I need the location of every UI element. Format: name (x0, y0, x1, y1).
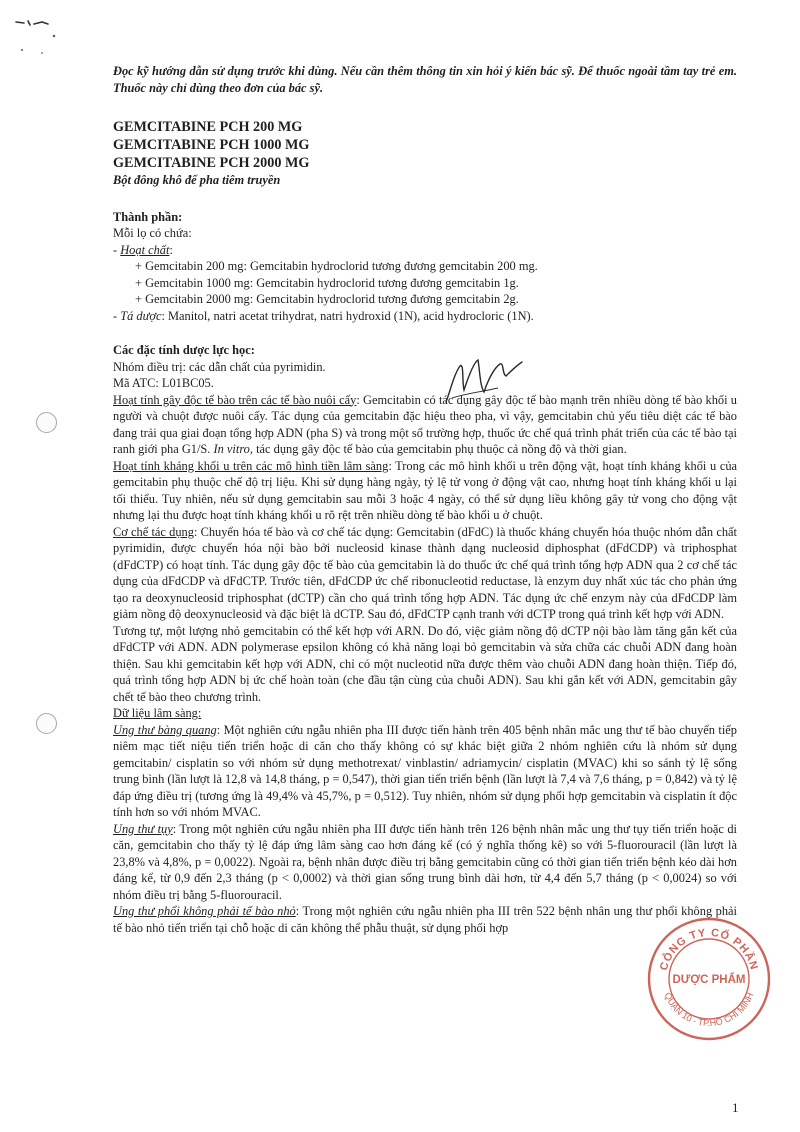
bladder-cancer-paragraph: Ung thư bàng quang: Một nghiên cứu ngẫu nhiên pha III được tiến hành trên 405 bệnh nhân mắc ung thư tế bào chuyển tiếp niêm mạc tiết niệu tiến triển hoặc di căn cho thấy không có sự khác biệt giữa 2 nhóm nghiên cứu là nhóm sử dụng gemcitabin/ cisplatin so với nhóm sử dụng methotrexat/ vinblastin/ adriamycin/ cisplatin (MVAC) khi so sánh tỷ lệ sống trung bình (lần lượt là 12,8 và 14,8 tháng, p = 0,547), thời gian tiến triển bệnh (lần lượt là 7,4 và 7,6 tháng, p = 0,842) và tỷ lệ đáp ứng điều trị (tương ứng là 49,4% và 45,7%, p = 0,512). Tuy nhiên, nhóm sử dụng phối hợp gemcitabin và cisplatin ít độc tính hơn so với nhóm MVAC. (113, 722, 737, 819)
mechanism-paragraph: Cơ chế tác dụng: Chuyển hóa tế bào và cơ chế tác dụng: Gemcitabin (dFdC) là thuốc kháng chuyển hóa thuộc nhóm dẫn chất pyrimidin, được chuyển hóa nội bào bởi nucleosid kinase thành dạng nucleosid diphosphat (dFdCDP) và triphosphat (dFdCTP) có hoạt tính. Tác dụng gây độc tế bào của gemcitabin là do thuốc ức chế quá trình tổng hợp ADN qua 2 cơ chế tác dụng của dFdCDP và dFdCTP. Trước tiên, dFdCDP ức chế ribonucleotid reductase, là enzym duy nhất xúc tác cho phản ứng tạo ra deoxynucleosid triphosphat (dCTP) cần cho quá trình tổng hợp ADN. Tác dụng ức chế enzym này của dFdCDP làm giảm nồng độ deoxynucleosid và đặc biệt là dCTP. Sau đó, dFdCTP cạnh tranh với dCTP trong quá trình kết hợp với ADN. (113, 524, 737, 621)
binder-hole-bottom (36, 713, 57, 734)
active-item-200: + Gemcitabin 200 mg: Gemcitabin hydroclorid tương đương gemcitabin 200 mg. (135, 259, 538, 273)
therapeutic-group: Nhóm điều trị: các dẫn chất của pyrimidin. (113, 359, 326, 374)
nsclc-paragraph: Ung thư phổi không phải tế bào nhỏ: Trong một nghiên cứu ngẫu nhiên pha III trên 522 bệnh nhân ung thư phổi không phải tế bào nhỏ tiến triển tại chỗ hoặc di căn không thể phẫu thuật, sử dụng phối hợp (113, 904, 737, 935)
svg-text:QUẬN 10 - TP.HỒ CHÍ MINH: QUẬN 10 - TP.HỒ CHÍ MINH (662, 991, 756, 1029)
product-name-2000: GEMCITABINE PCH 2000 MG (113, 155, 310, 171)
pharmacology-heading: Các đặc tính dược lực học: (113, 343, 255, 357)
leaflet-content (113, 63, 737, 936)
composition-heading: Thành phần: (113, 209, 183, 224)
svg-text:DƯỢC PHẨM: DƯỢC PHẨM (672, 974, 746, 986)
pancreatic-cancer-paragraph: Ung thư tụy: Trong một nghiên cứu ngẫu nhiên pha III được tiến hành trên 126 bệnh nhân mắc ung thư tụy tiến triển hoặc di căn, gemcitabin cho thấy tỷ lệ đáp ứng lâm sàng cao hơn đáng kể (có ý nghĩa thống kê) so với 5-fluorouracil (lần lượt là 23,8% và 4,8%, p = 0,0022). Ngoài ra, bệnh nhân được điều trị bằng gemcitabin cũng có thời gian tiến triển bệnh kéo dài hơn đáng kể, từ 0,9 đến 2,3 tháng (p < 0,0002) và thời gian sống trung bình dài hơn, từ 4,4 đến 5,7 tháng (p < 0,0024) so với nhóm điều trị bằng 5-fluorouracil. (113, 821, 737, 902)
signature-icon (440, 352, 526, 408)
dosage-form: Bột đông khô để pha tiêm truyền (113, 173, 281, 187)
mechanism-paragraph-2: Tương tự, một lượng nhỏ gemcitabin có thể kết hợp với ARN. Do đó, việc giảm nồng độ dCTP nội bào làm tăng gắn kết của dFdCTP với ADN. ADN polymerase epsilon không có khả năng loại bỏ gemcitabin và sửa chữa các chuỗi ADN đang hoàn thiện. Sau khi gemcitabin kết hợp với ADN, chỉ có một nucleotid nữa được thêm vào chuỗi ADN đang hoàn thiện. Tiếp đó, quá trình tổng hợp ADN bị ức chế hoàn toàn (che đầu tận cùng của chuỗi ADN). Sau khi gắn kết với ADN, gemcitabin gây chết tế bào theo chương trình. (113, 623, 737, 704)
company-seal-icon (646, 916, 772, 1042)
active-ingredient-label: - Hoạt chất: (113, 242, 173, 257)
binder-hole-top (36, 412, 57, 433)
cytotoxic-activity-paragraph: Hoạt tính gây độc tế bào trên các tế bào nuôi cấy: Gemcitabin có tác dụng gây độc tế bào mạnh trên nhiều dòng tế bào khối u người và chuột được nuôi cấy. Tác dụng của gemcitabin đặc hiệu theo pha, vì vậy, gemcitabin chủ yếu tiêu diệt các tế bào đang trải qua giai đoạn tổng hợp ADN (pha S) và trong một số trường hợp, thuốc ức chế quá trình phát triển của các tế bào tại ranh giới pha G1/S. In vitro, tác dụng gây độc tế bào của gemcitabin phụ thuộc cả nồng độ và thời gian. (113, 392, 737, 456)
atc-code: Mã ATC: L01BC05. (113, 376, 214, 390)
product-name-200: GEMCITABINE PCH 200 MG (113, 119, 303, 135)
scan-mark-icon (14, 16, 58, 56)
composition-intro: Mỗi lọ có chứa: (113, 226, 192, 240)
excipients: - Tá dược: Manitol, natri acetat trihydrat, natri hydroxid (1N), acid hydrocloric (1N). (113, 308, 534, 323)
active-item-1000: + Gemcitabin 1000 mg: Gemcitabin hydroclorid tương đương gemcitabin 1g. (135, 275, 519, 290)
svg-text:CÔNG TY CỔ PHẦN: CÔNG TY CỔ PHẦN (657, 926, 761, 972)
page-number: 1 (732, 1100, 739, 1115)
clinical-data-heading: Dữ liệu lâm sàng: (113, 706, 202, 720)
active-item-2000: + Gemcitabin 2000 mg: Gemcitabin hydroclorid tương đương gemcitabin 2g. (135, 292, 519, 306)
usage-warning: Đọc kỹ hướng dẫn sử dụng trước khi dùng. Nếu cần thêm thông tin xin hỏi ý kiến bác sỹ. Để thuốc ngoài tầm tay trẻ em. Thuốc này chỉ dùng theo đơn của bác sỹ. (113, 64, 737, 95)
antitumor-activity-paragraph: Hoạt tính kháng khối u trên các mô hình tiền lâm sàng: Trong các mô hình khối u trên động vật, hoạt tính kháng khối u của gemcitabin phụ thuộc chế độ trị liệu. Khi sử dụng hàng ngày, tỷ lệ tử vong ở động vật cao, nhưng hoạt tính kháng khối u lại tối thiểu. Tuy nhiên, nếu sử dụng gemcitabin sau mỗi 3 hoặc 4 ngày, có thể sử dụng liều không gây tử vong cho động vật nhưng lại thu được hoạt tính kháng khối u rõ rệt trên nhiều dòng tế bào khối u ở chuột. (113, 458, 738, 522)
product-name-1000: GEMCITABINE PCH 1000 MG (113, 137, 310, 153)
